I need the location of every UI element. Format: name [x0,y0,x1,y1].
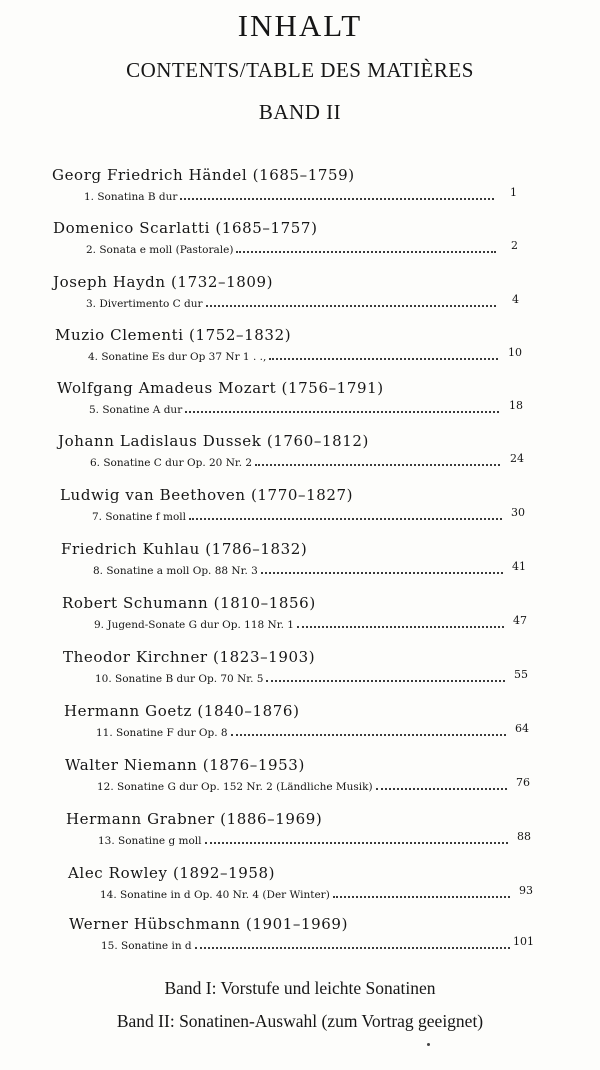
dot-leader [376,788,507,790]
work-title: 11. Sonatine F dur Op. 8 [96,727,228,739]
page-number: 2 [511,239,518,252]
composer-name: Werner Hübschmann (1901–1969) [69,915,349,933]
dot-leader [236,251,496,253]
composer-name: Johann Ladislaus Dussek (1760–1812) [58,432,369,450]
work-line [90,453,500,469]
composer-name: Theodor Kirchner (1823–1903) [63,648,316,666]
dot-leader [266,680,505,682]
work-line [89,400,499,416]
work-line [88,347,498,363]
page-number: 88 [517,830,531,843]
work-title: 10. Sonatine B dur Op. 70 Nr. 5 [95,673,264,685]
list-item [0,702,600,752]
page-number: 10 [508,346,522,359]
list-item [0,540,600,590]
page-number: 4 [512,293,519,306]
footer-note-band-2: Band II: Sonatinen-Auswahl (zum Vortrag geeignet) [116,1011,484,1031]
composer-name: Alec Rowley (1892–1958) [68,864,276,882]
dot-leader [333,896,510,898]
dot-leader [205,842,508,844]
work-line [93,561,503,577]
work-line [94,615,504,631]
composer-name: Joseph Haydn (1732–1809) [53,273,274,291]
composer-name: Wolfgang Amadeus Mozart (1756–1791) [57,379,384,397]
list-item [0,915,600,965]
work-line [96,723,506,739]
dot-leader [297,626,504,628]
dot-leader [195,947,510,949]
page-number: 47 [513,614,527,627]
page-number: 76 [516,776,530,789]
page-number: 101 [513,935,534,948]
volume-label: BAND II [258,100,342,124]
work-title: 8. Sonatine a moll Op. 88 Nr. 3 [93,565,258,577]
list-item [0,486,600,536]
composer-name: Hermann Grabner (1886–1969) [66,810,323,828]
work-line [86,294,496,310]
work-title: 7. Sonatine f moll [92,511,187,523]
work-title: 2. Sonata e moll (Pastorale) [86,244,234,256]
work-line [101,936,510,952]
list-item [0,648,600,698]
dot-leader [261,572,503,574]
work-line [84,187,494,203]
page-number: 1 [510,186,517,199]
work-line [92,507,502,523]
work-title: 3. Divertimento C dur [86,298,203,310]
dot-leader [189,518,502,520]
composer-name: Robert Schumann (1810–1856) [62,594,316,612]
page-subtitle: CONTENTS/TABLE DES MATIÈRES [126,58,474,82]
work-title: 6. Sonatine C dur Op. 20 Nr. 2 [90,457,253,469]
list-item [0,379,600,429]
composer-name: Muzio Clementi (1752–1832) [55,326,292,344]
dot-leader [180,198,494,200]
footer-note-band-1: Band I: Vorstufe und leichte Sonatinen [164,978,436,998]
list-item [0,432,600,482]
work-title: 14. Sonatine in d Op. 40 Nr. 4 (Der Winter) [100,889,330,901]
list-item [0,864,600,914]
dot-leader [206,305,496,307]
page-number: 64 [515,722,529,735]
composer-name: Georg Friedrich Händel (1685–1759) [52,166,355,184]
page-number: 30 [511,506,525,519]
page-number: 24 [510,452,524,465]
composer-name: Ludwig van Beethoven (1770–1827) [60,486,354,504]
list-item [0,810,600,860]
work-line [97,777,507,793]
list-item [0,326,600,376]
work-title: 4. Sonatine Es dur Op 37 Nr 1 . ., [88,351,267,363]
work-line [95,669,505,685]
composer-name: Friedrich Kuhlau (1786–1832) [61,540,308,558]
list-item [0,756,600,806]
work-title: 5. Sonatine A dur [89,404,183,416]
work-title: 9. Jugend-Sonate G dur Op. 118 Nr. 1 [94,619,294,631]
page-number: 93 [519,884,533,897]
list-item [0,273,600,323]
list-item [0,166,600,216]
page-title: INHALT [237,8,363,43]
print-speck [427,1043,430,1046]
page-number: 55 [514,668,528,681]
composer-name: Domenico Scarlatti (1685–1757) [53,219,318,237]
page-number: 41 [512,560,526,573]
dot-leader [269,358,498,360]
work-title: 12. Sonatine G dur Op. 152 Nr. 2 (Ländliche Musik) [97,781,373,793]
list-item [0,219,600,269]
work-line [86,240,496,256]
work-line [100,885,510,901]
composer-name: Walter Niemann (1876–1953) [65,756,305,774]
page-number: 18 [509,399,523,412]
work-line [98,831,508,847]
work-title: 1. Sonatina B dur [84,191,178,203]
composer-name: Hermann Goetz (1840–1876) [64,702,300,720]
list-item [0,594,600,644]
dot-leader [255,464,500,466]
dot-leader [185,411,499,413]
work-title: 15. Sonatine in d [101,940,192,952]
work-title: 13. Sonatine g moll [98,835,202,847]
dot-leader [231,734,506,736]
